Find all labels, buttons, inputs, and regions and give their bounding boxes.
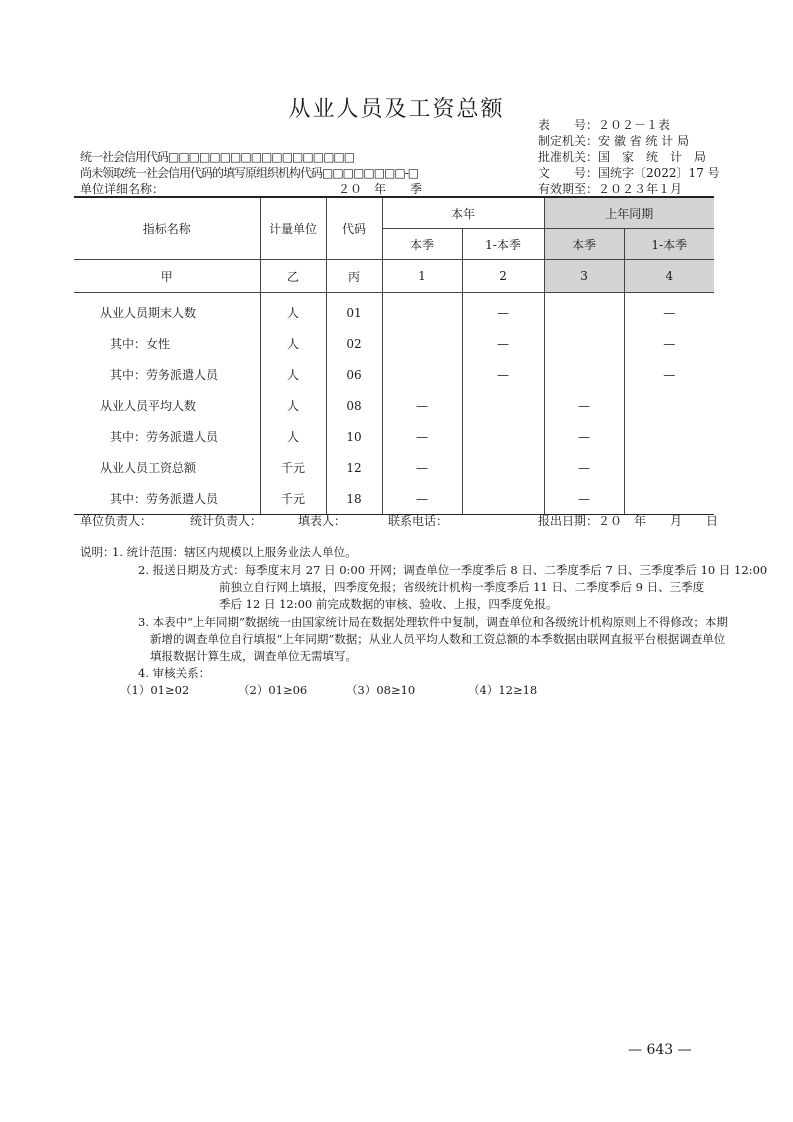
header-last-year-quarter: 本季 [544,229,624,260]
unit-head-label: 单位负责人： [80,514,153,528]
column-label-row [74,260,714,293]
row-indicator: 从业人员期末人数 [74,293,260,329]
meta-valid-until [538,182,682,197]
column-label: 1 [382,260,462,293]
meta-approval [538,150,706,165]
cell-last-quarter[interactable] [544,293,624,329]
meta-label: 有效期至： [538,182,599,196]
note-3-line-3: 填报数据计算生成，调查单位无需填写。 [150,649,357,663]
cell-this-quarter[interactable] [382,328,462,359]
cell-last-quarter[interactable]: — [544,452,624,483]
row-code: 18 [326,483,382,515]
row-unit: 人 [260,359,326,390]
header-indicator: 指标名称 [74,197,260,260]
cell-last-cumulative[interactable] [624,421,714,452]
meta-label: 文 号： [538,166,599,180]
meta-value: 国统字〔2022〕17 号 [598,166,720,180]
note-2-line-3: 季后 12 日 12:00 前完成数据的审核、验收、上报，四季度免报。 [219,597,558,611]
column-label: 4 [624,260,714,293]
row-unit: 人 [260,328,326,359]
row-indicator: 从业人员工资总额 [74,452,260,483]
column-label: 3 [544,260,624,293]
cell-last-cumulative[interactable]: — [624,328,714,359]
row-code: 02 [326,328,382,359]
meta-form-number [538,118,670,133]
check-relation: （4）12≥18 [468,683,538,697]
cell-this-cumulative[interactable]: — [462,359,544,390]
cell-last-quarter[interactable]: — [544,421,624,452]
row-indicator: 其中：女性 [74,328,260,359]
table-row [74,452,714,483]
row-code: 12 [326,452,382,483]
header-row-1 [74,197,714,229]
note-4: 4. 审核关系： [138,666,211,680]
table-row [74,483,714,515]
table-row [74,293,714,329]
table-row [74,390,714,421]
header-code: 代码 [326,197,382,260]
table-row [74,421,714,452]
phone-label: 联系电话： [388,514,449,528]
cell-last-quarter[interactable]: — [544,483,624,515]
cell-this-cumulative[interactable] [462,483,544,515]
page-title: 从业人员及工资总额 [288,97,505,122]
row-unit: 千元 [260,452,326,483]
notes-lead: 说明： [80,545,115,559]
page-number: — 643 — [628,1042,692,1058]
meta-value: ２０２３年１月 [598,182,683,196]
row-unit: 人 [260,293,326,329]
cell-this-quarter[interactable] [382,359,462,390]
report-date: 报出日期：２０ 年 月 日 [538,514,719,528]
row-code: 06 [326,359,382,390]
meta-label: 批准机关： [538,150,599,164]
cell-this-quarter[interactable] [382,293,462,329]
row-indicator: 其中：劳务派遣人员 [74,421,260,452]
row-indicator: 从业人员平均人数 [74,390,260,421]
report-period: ２０ 年 季 [338,182,423,196]
row-unit: 人 [260,390,326,421]
data-table [74,196,714,515]
meta-value: ２０２－１表 [598,118,671,132]
header-this-year-cumulative: 1-本季 [462,229,544,260]
header-last-year: 上年同期 [544,197,714,229]
cell-last-cumulative[interactable] [624,452,714,483]
meta-document-number [538,166,720,181]
row-code: 01 [326,293,382,329]
cell-last-cumulative[interactable]: — [624,293,714,329]
table-row [74,328,714,359]
stat-head-label: 统计负责人： [190,514,263,528]
note-3-line-1: 3. 本表中“上年同期”数据统一由国家统计局在数据处理软件中复制，调查单位和各级统计机构原则上不得修改；本期 [138,615,728,629]
meta-value: 国 家 统 计 局 [598,150,707,164]
cell-this-cumulative[interactable]: — [462,328,544,359]
cell-last-quarter[interactable] [544,328,624,359]
row-unit: 人 [260,421,326,452]
cell-this-cumulative[interactable] [462,452,544,483]
filler-label: 填表人： [298,514,347,528]
note-3-line-2: 新增的调查单位自行填报“上年同期”数据；从业人员平均人数和工资总额的本季数据由联网直报平台根据调查单位 [150,632,726,646]
header-last-year-cumulative: 1-本季 [624,229,714,260]
header-this-year: 本年 [382,197,544,229]
column-label: 丙 [326,260,382,293]
column-label: 甲 [74,260,260,293]
row-indicator: 其中：劳务派遣人员 [74,359,260,390]
unit-name-field: 单位详细名称： [80,182,165,196]
meta-authority [538,134,689,149]
credit-code-field: 统一社会信用代码□□□□□□□□□□□□□□□□□□ [80,150,355,164]
column-label: 2 [462,260,544,293]
header-unit: 计量单位 [260,197,326,260]
header-this-year-quarter: 本季 [382,229,462,260]
check-relation: （1）01≥02 [120,683,190,697]
cell-last-cumulative[interactable] [624,483,714,515]
check-relation: （2）01≥06 [238,683,308,697]
cell-this-quarter[interactable]: — [382,390,462,421]
cell-this-quarter[interactable]: — [382,452,462,483]
column-label: 乙 [260,260,326,293]
note-2-line-1: 2. 报送日期及方式：每季度末月 27 日 0:00 开网；调查单位一季度季后 8 日、二季度季后 7 日、三季度季后 10 日 12:00 [138,563,768,577]
org-code-field: 尚未领取统一社会信用代码的填写原组织机构代码□□□□□□□□-□ [80,166,419,180]
table-row [74,359,714,390]
cell-last-cumulative[interactable] [624,390,714,421]
cell-last-quarter[interactable]: — [544,390,624,421]
row-code: 10 [326,421,382,452]
cell-this-cumulative[interactable]: — [462,293,544,329]
meta-value: 安 徽 省 统 计 局 [598,134,690,148]
check-relation: （3）08≥10 [346,683,416,697]
meta-label: 制定机关： [538,134,599,148]
meta-label: 表 号： [538,118,599,132]
row-code: 08 [326,390,382,421]
row-unit: 千元 [260,483,326,515]
cell-last-quarter[interactable] [544,359,624,390]
row-indicator: 其中：劳务派遣人员 [74,483,260,515]
cell-last-cumulative[interactable]: — [624,359,714,390]
cell-this-quarter[interactable]: — [382,421,462,452]
cell-this-cumulative[interactable] [462,421,544,452]
note-1: 1. 统计范围：辖区内规模以上服务业法人单位。 [112,545,357,559]
cell-this-quarter[interactable]: — [382,483,462,515]
note-2-line-2: 前独立自行网上填报，四季度免报；省级统计机构一季度季后 11 日、二季度季后 9 日、三季度 [219,580,705,594]
cell-this-cumulative[interactable] [462,390,544,421]
